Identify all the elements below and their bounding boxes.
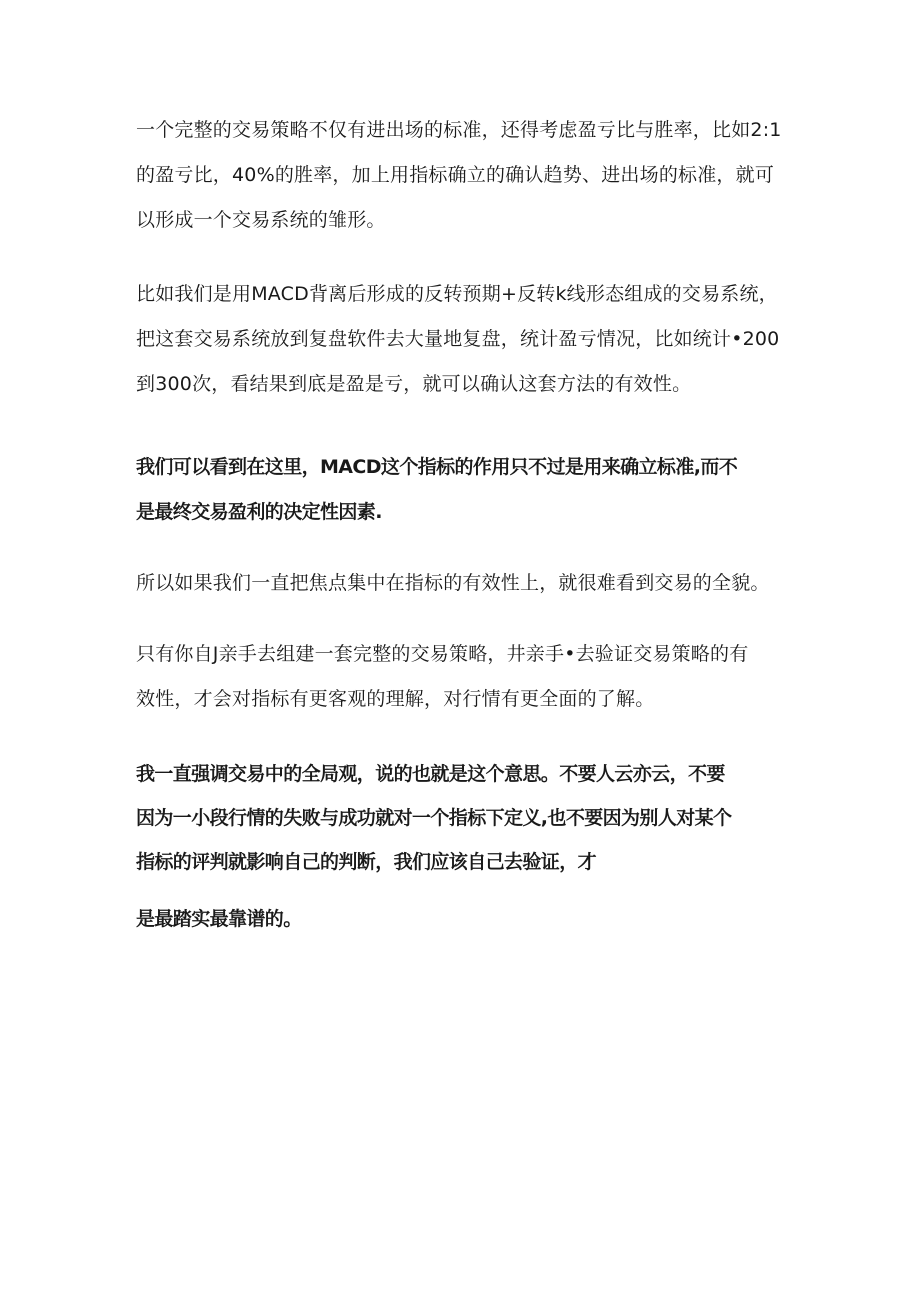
paragraph-macd-role [136, 445, 796, 535]
text-line: 比如我们是用MACD背离后形成的反转预期+反转k线形态组成的交易系统， [136, 283, 778, 305]
paragraph-trading-strategy [136, 108, 796, 243]
paragraph-build-strategy [136, 632, 796, 722]
paragraph-focus [136, 561, 796, 606]
text-line: 到300次，看结果到底是盈是亏，就可以确认这套方法的有效性。 [136, 373, 692, 395]
text-line: 把这套交易系统放到复盘软件去大量地复盘，统计盈亏情况，比如统计•200 [136, 328, 780, 350]
text-line: 指标的评判就影响自己的判断，我们应该自己去验证，才 [136, 851, 597, 873]
text-line: 一个完整的交易策略不仅有进出场的标准，还得考虑盈亏比与胜率，比如2:1 [136, 119, 782, 141]
text-line: 所以如果我们一直把焦点集中在指标的有效性上，就很难看到交易的全貌。 [136, 572, 770, 594]
text-line: 我们可以看到在这里，MACD这个指标的作用只不过是用来确立标准,而不 [136, 456, 738, 478]
text-line: 因为一小段行情的失败与成功就对一个指标下定义,也不要因为别人对某个 [136, 807, 732, 829]
text-line: 只有你自J亲手去组建一套完整的交易策略，井亲手•去验证交易策略的有 [136, 643, 749, 665]
text-line: 是最终交易盈利的决定性因素. [136, 501, 382, 523]
text-line: 是最踏实最靠谱的。 [136, 908, 302, 930]
text-line: 以形成一个交易系统的雏形。 [136, 209, 386, 231]
paragraph-macd-example [136, 272, 796, 407]
text-line: 效性，才会对指标有更客观的理解，对行情有更全面的了解。 [136, 688, 655, 710]
paragraph-global-view [136, 752, 796, 941]
text-line: 我一直强调交易中的全局观，说的也就是这个意思。不要人云亦云，不要 [136, 763, 725, 785]
text-line: 的盈亏比，40%的胜率，加上用指标确立的确认趋势、进出场的标准，就可 [136, 164, 775, 186]
